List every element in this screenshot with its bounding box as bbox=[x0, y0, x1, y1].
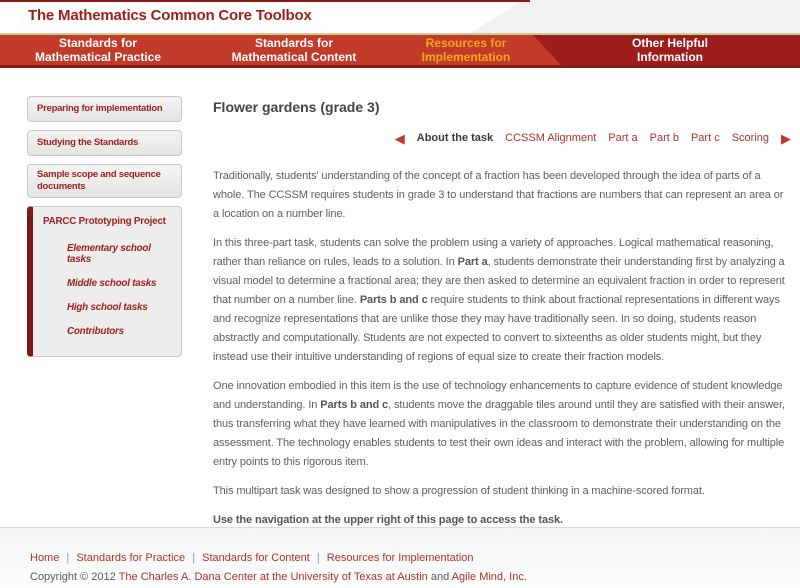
nav-tab-label: Standards for bbox=[254, 36, 333, 50]
footer-separator: | bbox=[66, 552, 70, 564]
prev-arrow-icon[interactable]: ◀ bbox=[394, 130, 405, 146]
nav-tab-label: Resources for bbox=[425, 36, 507, 50]
site-header bbox=[0, 0, 800, 33]
sidebar bbox=[27, 96, 182, 357]
task-description bbox=[213, 167, 791, 530]
nav-tab-other-helpful[interactable] bbox=[540, 35, 800, 65]
copyright-line bbox=[30, 571, 527, 583]
nav-items bbox=[0, 35, 800, 65]
sidebar-button-studying[interactable]: Studying the Standards bbox=[27, 130, 182, 156]
paragraph: One innovation embodied in this item is the use of technology enhancements to capture evidence of student knowledge and understanding. In Parts b and c, students move the draggable tiles around until they are satisfied with their answer, thus transferring what they have learned with manipulatives in the classroom to demonstrate their understanding on the assessment. The technology enables students to test their own ideas and interact with the problem, allowing for multiple entry points to this rigorous item. bbox=[213, 380, 785, 468]
task-nav-part-b[interactable]: Part b bbox=[649, 132, 679, 144]
primary-nav bbox=[0, 35, 800, 68]
footer-link-resources-implementation[interactable]: Resources for Implementation bbox=[326, 552, 474, 564]
task-nav-scoring[interactable]: Scoring bbox=[731, 132, 769, 144]
site-title: The Mathematics Common Core Toolbox bbox=[28, 7, 312, 24]
footer-link-home[interactable]: Home bbox=[30, 552, 60, 564]
nav-tab-resources-implementation[interactable] bbox=[392, 35, 540, 65]
sidebar-button-sample-scope[interactable]: Sample scope and sequence documents bbox=[27, 164, 182, 198]
task-nav-part-c[interactable]: Part c bbox=[690, 132, 720, 144]
task-nav-part-a[interactable]: Part a bbox=[608, 132, 638, 144]
footer-separator: | bbox=[316, 552, 320, 564]
parcc-panel bbox=[27, 206, 182, 357]
nav-tab-label: Implementation bbox=[421, 50, 511, 64]
task-nav-about-the-task[interactable]: About the task bbox=[416, 132, 494, 144]
footer-link-standards-practice[interactable]: Standards for Practice bbox=[76, 552, 186, 564]
copyright-link-dana-center[interactable]: The Charles A. Dana Center at the University of Texas at Austin bbox=[118, 571, 428, 583]
nav-tab-standards-practice[interactable] bbox=[0, 35, 196, 65]
main-content bbox=[213, 99, 791, 540]
page-footer bbox=[0, 527, 800, 588]
parcc-link-contributors[interactable]: Contributors bbox=[67, 326, 124, 337]
nav-tab-label: Standards for bbox=[58, 36, 137, 50]
parcc-link-elementary[interactable]: Elementary school tasks bbox=[67, 243, 151, 265]
copyright-link-agile-mind[interactable]: Agile Mind, Inc. bbox=[451, 571, 527, 583]
nav-tab-standards-content[interactable] bbox=[196, 35, 392, 65]
copyright-text: and bbox=[427, 571, 452, 583]
footer-links bbox=[30, 552, 474, 564]
nav-tab-label: Mathematical Content bbox=[231, 50, 357, 64]
task-nav bbox=[213, 132, 791, 144]
nav-tab-label: Information bbox=[637, 50, 703, 64]
paragraph: Traditionally, students' understanding of the concept of a fraction has been developed through the idea of parts of a whole. The CCSSM requires students in grade 3 to understand that fractions are numbers that can represent an area or a location on a number line. bbox=[213, 170, 784, 220]
parcc-title: PARCC Prototyping Project bbox=[43, 216, 166, 227]
nav-tab-label: Other Helpful bbox=[631, 36, 708, 50]
copyright-text: Copyright © 2012 bbox=[30, 571, 119, 583]
task-nav-ccssm-alignment[interactable]: CCSSM Alignment bbox=[505, 132, 597, 144]
page-title: Flower gardens (grade 3) bbox=[213, 99, 380, 115]
paragraph: Use the navigation at the upper right of this page to access the task. bbox=[213, 514, 563, 526]
parcc-link-high[interactable]: High school tasks bbox=[67, 302, 148, 313]
nav-bottom-border bbox=[0, 65, 800, 68]
paragraph: In this three-part task, students can solve the problem using a variety of approaches. Logical mathematical reasoning, rather than reliance on rules, leads to a solution. In Part a, students demonstrate their understanding first by analyzing a visual model to determine a fractional area; they are then asked to determine an equivalent fraction in order to represent that number on a number line. Parts b and c require students to think about fractional representations in different ways and recognize representations that are unlike those they may have traditionally seen. In so doing, students reason abstractly and computationally. Students are not expected to convert to sixteenths as older students might, but they instead use their intuitive understanding of regions of equal size to create their fraction models. bbox=[213, 237, 785, 363]
sidebar-button-preparing[interactable]: Preparing for implementation bbox=[27, 96, 182, 122]
paragraph: This multipart task was designed to show a progression of student thinking in a machine-scored format. bbox=[213, 485, 705, 497]
nav-tab-label: Mathematical Practice bbox=[34, 50, 162, 64]
top-accent-line bbox=[0, 0, 530, 2]
parcc-link-middle[interactable]: Middle school tasks bbox=[67, 278, 157, 289]
footer-separator: | bbox=[192, 552, 196, 564]
next-arrow-icon[interactable]: ▶ bbox=[781, 130, 791, 146]
footer-link-standards-content[interactable]: Standards for Content bbox=[202, 552, 310, 564]
header-swoosh-decoration bbox=[470, 0, 800, 33]
